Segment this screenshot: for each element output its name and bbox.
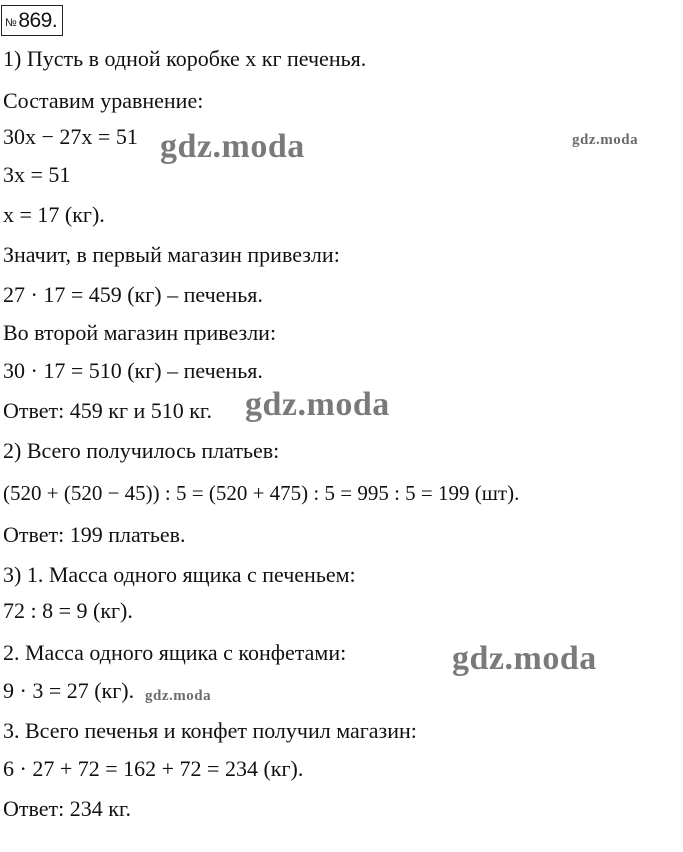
- line-16: 2. Масса одного ящика с конфетами:: [3, 640, 347, 665]
- line-11: 2) Всего получилось платьев:: [3, 438, 280, 463]
- problem-number-box: [1, 5, 63, 36]
- line-13: Ответ: 199 платьев.: [3, 522, 186, 547]
- line-20: Ответ: 234 кг.: [3, 796, 131, 821]
- line-12: (520 + (520 − 45)) : 5 = (520 + 475) : 5 = 995 : 5 = 199 (шт).: [3, 481, 520, 505]
- line-9: 30 · 17 = 510 (кг) – печенья.: [3, 358, 263, 383]
- watermark-3: gdz.moda: [245, 386, 390, 423]
- watermark-1: gdz.moda: [160, 128, 305, 165]
- line-10: Ответ: 459 кг и 510 кг.: [3, 398, 212, 423]
- watermark-2: gdz.moda: [572, 132, 639, 148]
- line-18: 3. Всего печенья и конфет получил магазин:: [3, 718, 417, 743]
- line-5: x = 17 (кг).: [3, 202, 105, 227]
- line-19: 6 · 27 + 72 = 162 + 72 = 234 (кг).: [3, 756, 304, 781]
- line-1: 1) Пусть в одной коробке x кг печенья.: [3, 46, 367, 71]
- line-6: Значит, в первый магазин привезли:: [3, 242, 340, 267]
- line-2: Составим уравнение:: [3, 88, 204, 113]
- line-14: 3) 1. Масса одного ящика с печеньем:: [3, 562, 356, 587]
- line-17: 9 · 3 = 27 (кг).: [3, 678, 135, 703]
- watermark-5: gdz.moda: [145, 688, 212, 704]
- line-3: 30x − 27x = 51: [3, 124, 138, 149]
- line-15: 72 : 8 = 9 (кг).: [3, 598, 133, 623]
- problem-number: 869.: [18, 8, 58, 32]
- watermark-4: gdz.moda: [452, 640, 597, 677]
- line-4: 3x = 51: [3, 162, 71, 187]
- number-sign: №: [5, 16, 17, 29]
- line-8: Во второй магазин привезли:: [3, 320, 277, 345]
- line-7: 27 · 17 = 459 (кг) – печенья.: [3, 282, 263, 307]
